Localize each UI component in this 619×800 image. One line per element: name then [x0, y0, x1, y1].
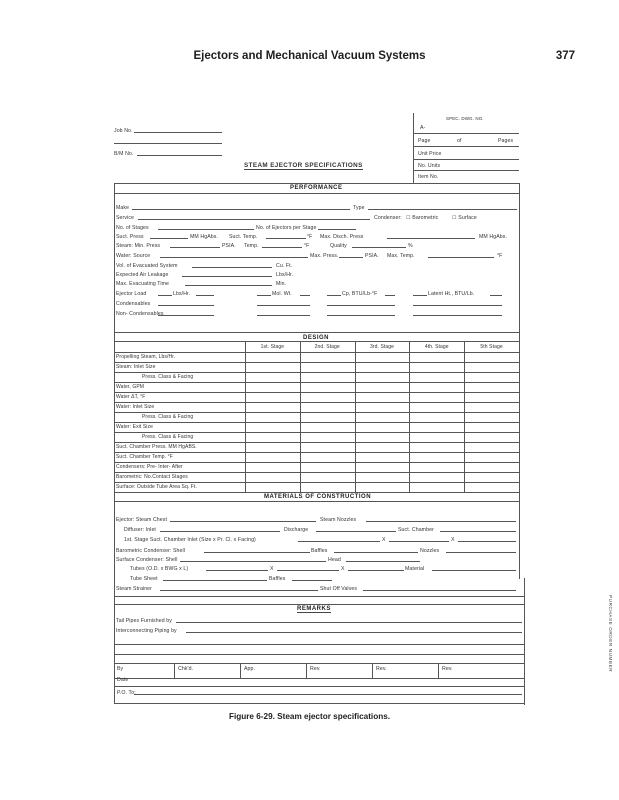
design-row-label: Suct. Chamber Press. MM HgABS. — [116, 444, 197, 450]
lbs-hr-unit: Lbs/Hr. — [276, 272, 294, 278]
tube-sheet-label: Tube Sheet — [130, 576, 158, 582]
type-label: Type — [353, 205, 365, 211]
evac-time-label: Max. Evacuating Time — [116, 281, 170, 287]
page-number: 377 — [555, 50, 575, 62]
ejectors-per-stage-label: No. of Ejectors per Stage — [256, 225, 317, 231]
x-label-3: X — [270, 566, 274, 572]
figure-caption: Figure 6-29. Steam ejector specifications. — [228, 712, 391, 721]
unit-price-label: Unit Price — [418, 151, 442, 157]
tubes-label: Tubes (O.D. x BWG x L) — [130, 566, 189, 572]
rev2-label: Rev. — [376, 666, 387, 672]
performance-heading: PERFORMANCE — [290, 185, 343, 191]
ejector-steam-chest-label: Ejector: Steam Chest — [116, 517, 168, 523]
quality-label: Quality — [330, 243, 347, 249]
no-stages-label: No. of Stages — [116, 225, 149, 231]
cp-label: Cp, BTU/Lb-°F — [342, 291, 378, 297]
steam-nozzles-label: Steam Nozzles — [320, 517, 357, 523]
design-row-label: Water: Inlet Size — [116, 404, 155, 410]
design-row-label: Propelling Steam, Lbs/Hr. — [116, 354, 176, 360]
shutoff-valves-label: Shut Off Valves — [320, 586, 358, 592]
mol-wt-label: Mol. Wt. — [272, 291, 292, 297]
water-max-temp-label: Max. Temp. — [387, 253, 415, 259]
design-row-label: Steam: Inlet Size — [116, 364, 156, 370]
purchase-order-side-note: PURCHASE ORDER NUMBER — [608, 595, 613, 673]
po-to-label: P.O. To: — [117, 690, 136, 696]
x-label-1: X — [382, 537, 386, 543]
surface-label: Surface — [458, 215, 477, 221]
pages-label: Pages — [498, 138, 514, 144]
diffuser-inlet-label: Diffuser: Inlet — [124, 527, 156, 533]
form-title: STEAM EJECTOR SPECIFICATIONS — [244, 162, 363, 169]
tube-material-label: Material — [405, 566, 425, 572]
water-psia-unit: PSIA. — [365, 253, 379, 259]
latent-heat-label: Latent Ht., BTU/Lb. — [428, 291, 475, 297]
design-row-label: Press. Class & Facing — [142, 434, 194, 440]
approved-label: App. — [244, 666, 256, 672]
suct-chamber-label: Suct. Chamber — [398, 527, 434, 533]
barometric-shell-label: Barometric Condenser: Shell — [116, 548, 186, 554]
bm-no-label: B/M No. — [114, 151, 134, 157]
x-label-4: X — [341, 566, 345, 572]
design-row-label: Press. Class & Facing — [142, 374, 194, 380]
design-column-header: 3rd. Stage — [369, 344, 395, 350]
steam-psia-unit: PSIA. — [222, 243, 236, 249]
suct-press-label: Suct. Press — [116, 234, 144, 240]
condensables-label: Condensables — [116, 301, 151, 307]
checked-label: Chk'd. — [178, 666, 194, 672]
air-leakage-label: Expected Air Leakage — [116, 272, 169, 278]
materials-heading: MATERIALS OF CONSTRUCTION — [264, 494, 372, 500]
design-row-label: Suct. Chamber Temp. °F — [116, 454, 173, 460]
date-label: Date — [117, 677, 129, 683]
spec-dwg-label: SPEC. DWG. NO. — [446, 116, 484, 121]
design-row-label: Condensers: Pre- Inter- After — [116, 464, 183, 470]
make-label: Make — [116, 205, 130, 211]
remarks-heading: REMARKS — [297, 606, 331, 612]
job-no-label: Job No. — [114, 128, 133, 134]
condenser-label: Condenser: — [374, 215, 402, 221]
suct-temp-unit: °F — [307, 234, 313, 240]
x-label-2: X — [451, 537, 455, 543]
nozzles-label: Nozzles — [420, 548, 440, 554]
tail-pipes-label: Tail Pipes Furnished by — [116, 618, 172, 624]
of-label: of — [457, 138, 462, 144]
page-label: Page — [418, 138, 431, 144]
head-label: Head — [328, 557, 341, 563]
design-row-label: Press. Class & Facing — [142, 414, 194, 420]
suct-press-unit: MM HgAbs. — [190, 234, 218, 240]
design-column-header: 1st. Stage — [260, 344, 285, 350]
ejector-load-unit: Lbs/Hr. — [173, 291, 191, 297]
cu-ft-unit: Cu. Ft. — [276, 263, 293, 269]
design-row-label: Surface: Outside Tube Area Sq. Ft. — [116, 484, 197, 490]
spec-a-label: A- — [420, 125, 426, 131]
design-heading: DESIGN — [303, 335, 330, 341]
rev1-label: Rev. — [310, 666, 321, 672]
design-column-header: 5th Stage — [480, 344, 503, 350]
design-row-label: Water: Exit Size — [116, 424, 153, 430]
disch-press-unit: MM HgAbs. — [479, 234, 507, 240]
water-source-label: Water: Source — [116, 253, 151, 259]
interconnecting-piping-label: Interconnecting Piping by — [116, 628, 177, 634]
suct-temp-label: Suct. Temp. — [229, 234, 258, 240]
baffles-label: Baffles — [311, 548, 328, 554]
rev3-label: Rev. — [442, 666, 453, 672]
design-column-header: 2nd. Stage — [314, 344, 340, 350]
service-label: Service — [116, 215, 134, 221]
surface-checkbox[interactable]: ☐ Surface — [452, 215, 477, 221]
item-no-label: Item No. — [418, 174, 439, 180]
no-units-label: No. Units — [418, 163, 441, 169]
tube-baffles-label: Baffles — [269, 576, 286, 582]
design-row-label: Barometric: No.Contact Stages — [116, 474, 188, 480]
first-stage-inlet-label: 1st. Stage Suct. Chamber Inlet (Size x Pr. Cl. x Facing) — [124, 537, 256, 543]
design-column-header: 4th. Stage — [424, 344, 449, 350]
vol-evac-label: Vol. of Evacuated System — [116, 263, 178, 269]
steam-temp-label: Temp. — [244, 243, 259, 249]
discharge-label: Discharge — [284, 527, 309, 533]
steam-strainer-label: Steam Strainer — [116, 586, 152, 592]
by-label: By — [117, 666, 124, 672]
water-max-press-label: Max. Press. — [310, 253, 339, 259]
water-temp-unit: °F — [497, 253, 503, 259]
surface-shell-label: Surface Condenser: Shell — [116, 557, 178, 563]
steam-min-press-label: Steam: Min. Press — [116, 243, 161, 249]
quality-unit: % — [408, 243, 413, 249]
design-row-label: Water ΔT, °F — [116, 394, 146, 400]
steam-temp-unit: °F — [304, 243, 310, 249]
barometric-label: Barometric — [412, 215, 439, 221]
non-condensables-label: Non- Condensables — [116, 311, 164, 317]
design-row-label: Water, GPM — [116, 384, 145, 390]
max-disch-press-label: Max. Disch. Press — [320, 234, 364, 240]
ejector-load-label: Ejector Load — [116, 291, 147, 297]
running-header-title: Ejectors and Mechanical Vacuum Systems — [193, 50, 426, 62]
min-unit: Min. — [276, 281, 287, 287]
barometric-checkbox[interactable]: ☐ Barometric — [406, 215, 439, 221]
